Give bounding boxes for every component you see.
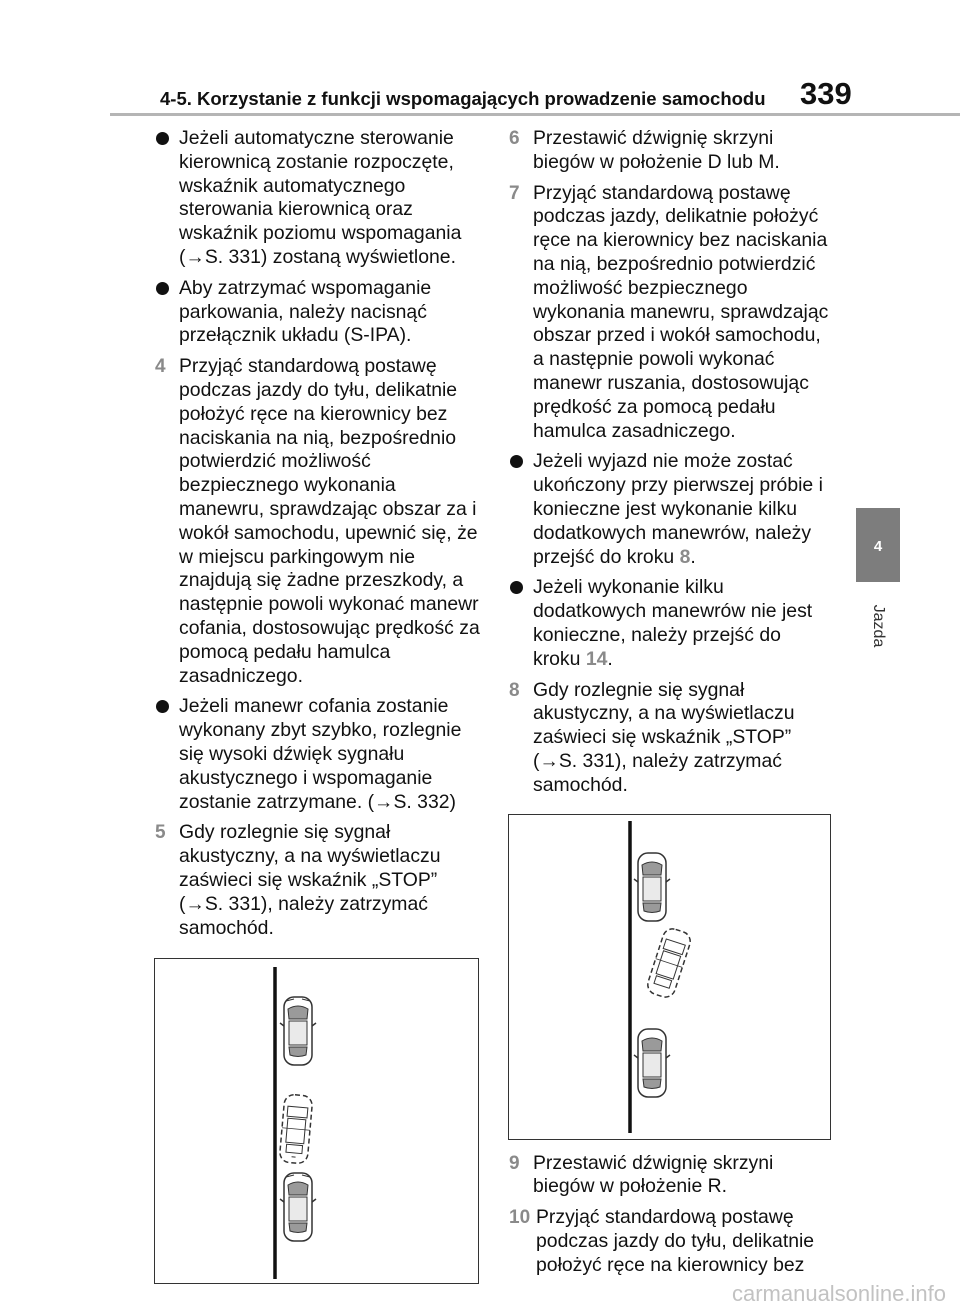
item-text: Przyjąć standardową postawę podczas jazdy do tyłu, delikatnie położyć ręce na kierownicy bez naciskania na nią, bezpośrednio potwierdzić możliwość bezpiecznego wykonania manewru, sprawdzając obszar za i wokół samochodu, upewnić się, że w miejscu parkingowym nie znajdują się żadne przeszkody, a następnie powoli wykonać manewr cofania, dostosowując prędkość za pomocą pedału hamulca zasadniczego.: [179, 355, 480, 687]
item-text-main: Jeżeli wykonanie kilku dodatkowych manewrów nie jest konieczne, należy przejść do kroku: [533, 576, 813, 670]
chapter-tab: [856, 508, 900, 582]
parked-car-front: [634, 853, 670, 921]
step-number: 6: [509, 128, 520, 149]
step-number: 10: [509, 1207, 531, 1229]
list-item: [154, 695, 486, 814]
step-item: [154, 821, 486, 940]
chapter-label-text: Jazda: [870, 604, 887, 648]
parked-car-front: [280, 997, 316, 1065]
item-text: Przyjąć standardową postawę podczas jazdy, delikatnie położyć ręce na kierownicy bez naciskania na nią, bezpośrednio potwierdzić możliwość bezpiecznego wykonania manewru, sprawdzając obszar przed i wokół samochodu, a następnie powoli wykonać manewr ruszania, dostosowując prędkość za pomocą pedału hamulca zasadniczego.: [533, 181, 829, 442]
left-column: [154, 120, 486, 1284]
step-number: 5: [155, 822, 166, 844]
list-item: [508, 450, 838, 569]
watermark: carmanualsonline.info: [731, 1281, 946, 1306]
bullet-icon: [510, 581, 523, 594]
step-item: [508, 127, 838, 175]
page-number: 339: [800, 76, 852, 111]
maneuver-diagram: [155, 959, 477, 1282]
list-item: [154, 127, 486, 270]
maneuver-diagram: [509, 815, 829, 1138]
step-reference: 8: [679, 545, 691, 568]
bullet-icon: [510, 455, 523, 468]
step-item: [508, 1152, 838, 1200]
item-text-tail: .: [690, 545, 696, 568]
header-divider: [110, 113, 960, 116]
bullet-icon: [156, 132, 169, 145]
step-item: [508, 679, 838, 798]
item-text: Gdy rozlegnie się sygnał akustyczny, a na wyświetlaczu zaświeci się wskaźnik „STOP” (→S. 331), należy zatrzymać samochód.: [179, 821, 441, 939]
step-item: [508, 182, 838, 444]
maneuvering-car: [645, 926, 693, 999]
item-text: Przestawić dźwignię skrzyni biegów w położenie D lub M.: [533, 127, 780, 173]
maneuvering-car: [279, 1094, 313, 1164]
item-text-tail: .: [607, 647, 613, 670]
section-title: 4-5. Korzystanie z funkcji wspomagających prowadzenie samochodu: [160, 88, 766, 109]
item-text: Jeżeli automatyczne sterowanie kierownicą zostanie rozpoczęte, wskaźnik automatycznego sterowania kierownicą oraz wskaźnik poziomu wspomagania (→S. 331) zostaną wyświetlone.: [179, 127, 462, 268]
chapter-label: [866, 596, 890, 656]
step-number: 8: [509, 679, 520, 701]
item-text: Aby zatrzymać wspomaganie parkowania, należy nacisnąć przełącznik układu (S-IPA).: [179, 276, 432, 347]
parked-car-rear: [280, 1173, 316, 1241]
item-text: Przyjąć standardową postawę podczas jazdy do tyłu, delikatnie położyć ręce na kierownicy bez: [536, 1206, 815, 1276]
list-item: [154, 277, 486, 348]
maneuver-illustration-reverse: [154, 958, 479, 1284]
item-text: [533, 576, 828, 671]
step-item: [508, 1206, 838, 1277]
step-number: 4: [155, 356, 166, 378]
right-column: [508, 120, 838, 1278]
item-text: [533, 450, 828, 569]
item-text: Przestawić dźwignię skrzyni biegów w położenie R.: [533, 1151, 774, 1198]
step-number: 7: [509, 182, 520, 204]
step-reference: 14: [585, 647, 608, 670]
parked-car-rear: [634, 1029, 670, 1097]
step-number: 9: [509, 1152, 520, 1174]
item-text-main: Jeżeli wyjazd nie może zostać ukończony przy pierwszej próbie i konieczne jest wykonanie kilku dodatkowych manewrów, należy przejść do kroku: [533, 450, 823, 568]
chapter-number: 4: [873, 538, 883, 555]
step-item: [154, 355, 486, 688]
bullet-icon: [156, 700, 169, 713]
item-text: Jeżeli manewr cofania zostanie wykonany zbyt szybko, rozlegnie się wysoki dźwięk sygnału akustycznego i wspomaganie zostanie zatrzymane. (→S. 332): [179, 695, 462, 813]
item-text: Gdy rozlegnie się sygnał akustyczny, a na wyświetlaczu zaświeci się wskaźnik „STOP” (→S. 331), należy zatrzymać samochód.: [533, 678, 795, 796]
bullet-icon: [156, 282, 169, 295]
maneuver-illustration-forward: [508, 814, 831, 1140]
list-item: [508, 576, 838, 671]
